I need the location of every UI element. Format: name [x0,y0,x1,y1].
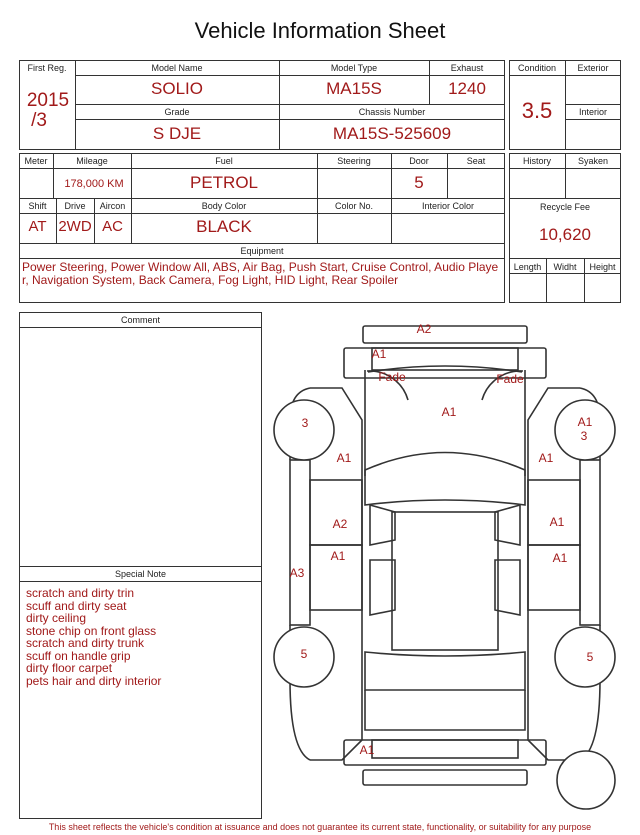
fuel-value: PETROL [189,173,259,192]
color-no-label: Color No. [334,201,373,211]
model-name: SOLIO [151,79,203,98]
seat-label: Seat [466,156,486,166]
special-note-line: scratch and dirty trunk [26,636,145,650]
drive-value: 2WD [58,218,92,235]
width-label: Widht [553,262,577,272]
body-color-value: BLACK [196,217,252,236]
door-label: Door [409,156,429,166]
recycle-fee-value: 10,620 [539,225,591,244]
page-title: Vehicle Information Sheet [194,18,446,43]
hood-mark: A1 [441,405,457,419]
first-reg-month: /3 [31,110,47,131]
aircon-value: AC [102,218,123,235]
special-note-label: Special Note [114,569,167,579]
special-note-line: dirty ceiling [26,611,87,625]
grade-value: S DJE [152,124,202,143]
model-type: MA15S [326,79,382,98]
interior-label: Interior [578,107,607,117]
disclaimer-footer: This sheet reflects the vehicle's condition at issuance and does not guarantee its current state, functionality, or suitability for any purpose [48,822,592,832]
left-fender-mark: A1 [336,451,352,465]
special-note-line: pets hair and dirty interior [26,673,162,688]
chassis-label: Chassis Number [358,107,426,117]
special-note-line: scuff on handle grip [26,648,131,663]
first-reg-year: 2015 [26,90,70,111]
model-name-label: Model Name [151,63,203,73]
front-bumper-mark: A2 [416,322,432,336]
shift-label: Shift [28,201,47,211]
grade-label: Grade [164,107,190,117]
special-note-line: dirty floor carpet [26,661,113,675]
model-type-label: Model Type [330,63,378,73]
door-value: 5 [414,173,424,192]
meter-label: Meter [24,156,48,166]
condition-label: Condition [517,63,557,73]
steering-label: Steering [337,156,371,166]
special-note-line: scuff and dirty seat [26,598,127,613]
exterior-label: Exterior [577,63,609,73]
syaken-label: Syaken [577,156,609,166]
fade-right-mark: Fade [496,372,524,386]
right-fender-mark: A1 [538,451,554,465]
chassis-value: MA15S-525609 [332,124,452,143]
special-note-line: stone chip on front glass [26,623,157,638]
left-rear-wheel-mark: 5 [300,647,308,661]
rear-bumper-mark: A1 [359,743,375,757]
drive-label: Drive [64,201,86,211]
left-front-door-mark: A2 [332,517,348,531]
comment-label: Comment [120,315,160,325]
fuel-label: Fuel [215,156,233,166]
first-reg-label: First Reg. [27,63,67,73]
recycle-fee-label: Recycle Fee [539,202,591,212]
right-rear-door-mark: A1 [552,551,568,565]
left-front-wheel-mark: 3 [301,416,309,430]
mileage-label: Mileage [76,156,108,166]
exhaust-value: 1240 [448,79,486,98]
history-label: History [522,156,551,166]
right-front-wheel-mark: A1 [577,415,593,429]
interior-color-label: Interior Color [421,201,475,211]
right-front-door-mark: A1 [549,515,565,529]
exhaust-label: Exhaust [450,63,484,73]
right-rear-wheel-mark: 5 [586,650,594,664]
body-color-label: Body Color [201,201,247,211]
condition-score: 3.5 [521,98,553,123]
right-front-wheel-mark: 3 [580,429,588,443]
shift-value: AT [28,218,47,235]
equipment-list: Power Steering, Power Window All, ABS, Air Bag, Push Start, Cruise Control, Audio Player, Navigation System, Back Camera, Fog Light, HID Light, Rear Spoiler [22,260,499,287]
height-label: Height [589,262,616,272]
length-label: Length [513,262,542,272]
left-rear-door-mark: A1 [330,549,346,563]
special-note-line: scratch and dirty trin [26,586,135,600]
left-sill-mark: A3 [289,566,305,580]
aircon-label: Aircon [99,201,126,211]
front-panel-mark: A1 [371,347,387,361]
mileage-value: 178,000 KM [64,178,124,190]
equipment-label: Equipment [240,246,284,256]
fade-left-mark: Fade [378,370,406,384]
